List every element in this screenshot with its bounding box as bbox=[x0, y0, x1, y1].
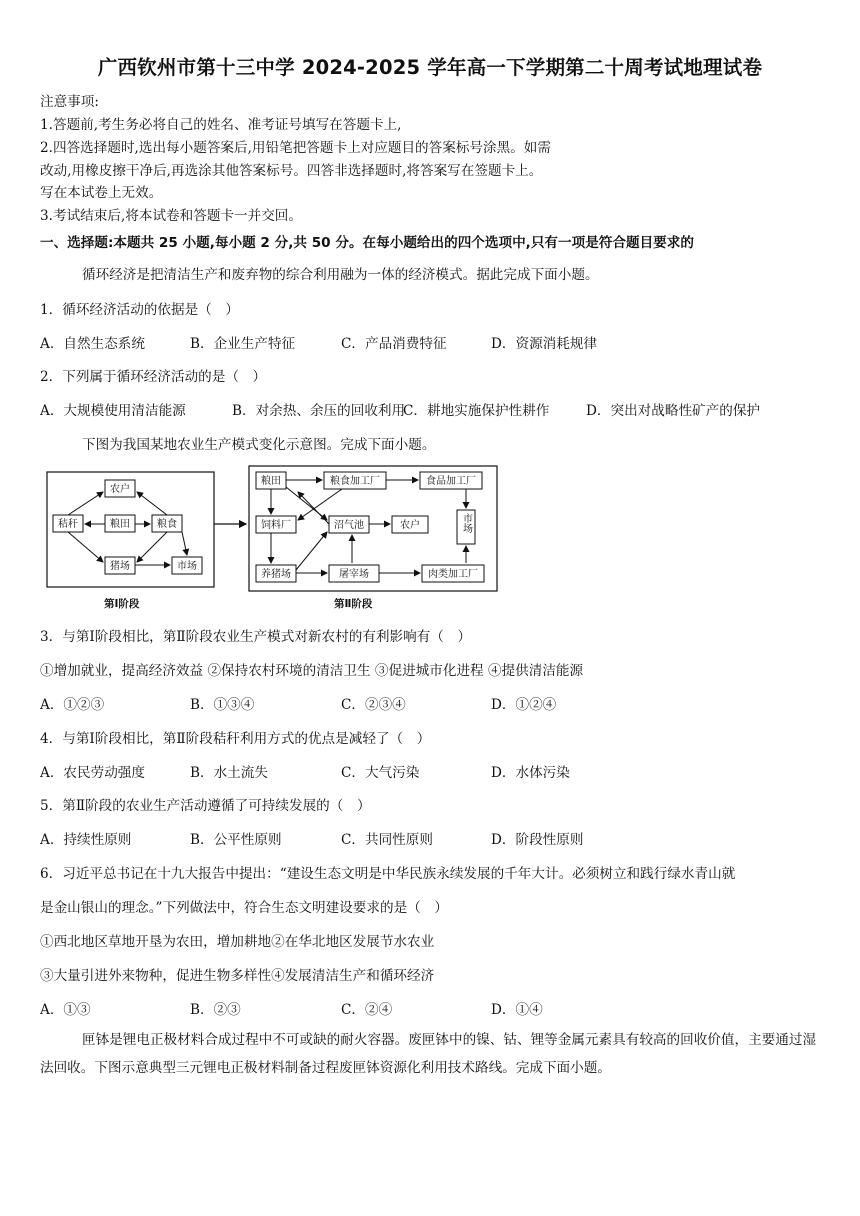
stage2-node-grain-processing bbox=[324, 472, 386, 489]
stage2-node-market bbox=[457, 510, 475, 544]
intro-paragraph: 下图为我国某地农业生产模式变化示意图。完成下面小题。 bbox=[82, 437, 436, 453]
stage2-node-pig-farm bbox=[256, 565, 296, 582]
svg-text:粮食加工厂: 粮食加工厂 bbox=[330, 476, 380, 487]
intro-paragraph: 循环经济是把清洁生产和废弃物的综合利用融为一体的经济模式。据此完成下面小题。 bbox=[82, 267, 599, 283]
option-b: B．水土流失 bbox=[190, 765, 268, 781]
svg-text:肉类加工厂: 肉类加工厂 bbox=[428, 569, 478, 580]
notice-item: 3.考试结束后,将本试卷和答题卡一并交回。 bbox=[40, 208, 302, 224]
stage1-node-straw bbox=[53, 515, 83, 532]
notice-item: 2.四答选择题时,选出每小题答案后,用铅笔把答题卡上对应题目的答案标号涂黑。如需 bbox=[40, 140, 551, 156]
notice-item: 改动,用橡皮擦干净后,再选涂其他答案标号。四答非选择题时,将答案写在签题卡上。 bbox=[40, 163, 543, 179]
stage2-node-food-factory bbox=[420, 472, 482, 489]
option-b: B．对余热、余压的回收利用 bbox=[232, 403, 406, 419]
question-stem: 2．下列属于循环经济活动的是（ ） bbox=[40, 369, 267, 385]
option-b: B．②③ bbox=[190, 1002, 241, 1018]
stage2-label: 第Ⅱ阶段 bbox=[334, 598, 373, 610]
question-stem: 5．第Ⅱ阶段的农业生产活动遵循了可持续发展的（ ） bbox=[40, 798, 371, 814]
intro-paragraph: 匣钵是锂电正极材料合成过程中不可或缺的耐火容器。废匣钵中的镍、钴、锂等金属元素具有较高的回收价值，主要通过湿法回收。下图示意典型三元锂电正极材料制备过程废匣钵资源化利用技术路线。完成下面小题。 bbox=[40, 1032, 817, 1076]
svg-text:秸秆: 秸秆 bbox=[58, 519, 78, 530]
section-heading: 一、选择题:本题共 25 小题,每小题 2 分,共 50 分。在每小题给出的四个选项中,只有一项是符合题目要求的 bbox=[40, 235, 694, 251]
stage1-label: 第Ⅰ阶段 bbox=[104, 598, 140, 610]
svg-text:猪场: 猪场 bbox=[110, 561, 130, 572]
svg-text:农户: 农户 bbox=[110, 484, 130, 495]
option-d: D．阶段性原则 bbox=[491, 832, 584, 848]
option-d: D．资源消耗规律 bbox=[491, 336, 598, 352]
question-choices: ①西北地区草地开垦为农田，增加耕地②在华北地区发展节水农业 bbox=[40, 934, 435, 950]
option-d: D．①②④ bbox=[491, 697, 557, 713]
question-stem: 3．与第Ⅰ阶段相比，第Ⅱ阶段农业生产模式对新农村的有利影响有（ ） bbox=[40, 629, 472, 645]
stage2-node-field bbox=[256, 472, 286, 489]
option-c: C．②③④ bbox=[341, 697, 406, 713]
option-d: D．水体污染 bbox=[491, 765, 570, 781]
question-stem: 6．习近平总书记在十九大报告中提出：“建设生态文明是中华民族永续发展的千年大计。必须树立和践行绿水青山就 bbox=[40, 866, 736, 882]
agriculture-mode-diagram bbox=[42, 462, 502, 614]
svg-text:粮田: 粮田 bbox=[261, 476, 281, 487]
option-b: B．公平性原则 bbox=[190, 832, 282, 848]
stage1-node-grain bbox=[152, 515, 182, 532]
svg-text:食品加工厂: 食品加工厂 bbox=[426, 476, 476, 487]
svg-text:粮食: 粮食 bbox=[157, 519, 177, 530]
svg-text:粮田: 粮田 bbox=[110, 519, 130, 530]
stage2-node-feed-mill bbox=[256, 516, 296, 533]
svg-text:屠宰场: 屠宰场 bbox=[339, 569, 369, 580]
stage1-node-market bbox=[172, 557, 202, 574]
stage2-node-slaughterhouse bbox=[329, 565, 379, 582]
option-c: C．产品消费特征 bbox=[341, 336, 447, 352]
question-choices: ①增加就业，提高经济效益 ②保持农村环境的清洁卫生 ③促进城市化进程 ④提供清洁能源 bbox=[40, 663, 584, 679]
option-b: B．企业生产特征 bbox=[190, 336, 296, 352]
option-d: D．①④ bbox=[491, 1002, 543, 1018]
option-a: A．持续性原则 bbox=[40, 832, 132, 848]
notice-heading: 注意事项: bbox=[40, 94, 99, 110]
stage2-node-farmer bbox=[392, 516, 428, 533]
option-d: D．突出对战略性矿产的保护 bbox=[586, 403, 761, 419]
stage1-node-pigfarm bbox=[105, 557, 135, 574]
stage1-node-farmer bbox=[105, 480, 135, 497]
svg-text:养猪场: 养猪场 bbox=[261, 569, 291, 580]
svg-text:沼气池: 沼气池 bbox=[334, 520, 364, 531]
question-stem: 4．与第Ⅰ阶段相比，第Ⅱ阶段秸秆利用方式的优点是减轻了（ ） bbox=[40, 731, 431, 747]
option-a: A．①②③ bbox=[40, 697, 105, 713]
notice-item: 1.答题前,考生务必将自己的姓名、准考证号填写在答题卡上, bbox=[40, 117, 402, 133]
option-a: A．大规模使用清洁能源 bbox=[40, 403, 186, 419]
notice-item: 写在本试卷上无效。 bbox=[40, 185, 163, 201]
svg-text:市场: 市场 bbox=[460, 513, 472, 533]
stage1-node-field bbox=[105, 515, 135, 532]
option-a: A．自然生态系统 bbox=[40, 336, 145, 352]
svg-text:市场: 市场 bbox=[177, 561, 197, 572]
option-a: A．农民劳动强度 bbox=[40, 765, 145, 781]
svg-text:饲料厂: 饲料厂 bbox=[261, 520, 291, 531]
svg-text:农户: 农户 bbox=[400, 520, 420, 531]
option-c: C．共同性原则 bbox=[341, 832, 433, 848]
option-c: C．②④ bbox=[341, 1002, 393, 1018]
option-b: B．①③④ bbox=[190, 697, 255, 713]
page-title: 广西钦州市第十三中学 2024-2025 学年高一下学期第二十周考试地理试卷 bbox=[97, 56, 763, 79]
option-c: C．耕地实施保护性耕作 bbox=[403, 403, 550, 419]
stage2-node-biogas bbox=[329, 516, 369, 533]
question-stem-cont: 是金山银山的理念。”下列做法中，符合生态文明建设要求的是（ ） bbox=[40, 900, 448, 916]
stage2-node-meat-factory bbox=[422, 565, 484, 582]
question-stem: 1．循环经济活动的依据是（ ） bbox=[40, 302, 239, 318]
question-choices: ③大量引进外来物种，促进生物多样性④发展清洁生产和循环经济 bbox=[40, 968, 435, 984]
option-a: A．①③ bbox=[40, 1002, 91, 1018]
option-c: C．大气污染 bbox=[341, 765, 420, 781]
